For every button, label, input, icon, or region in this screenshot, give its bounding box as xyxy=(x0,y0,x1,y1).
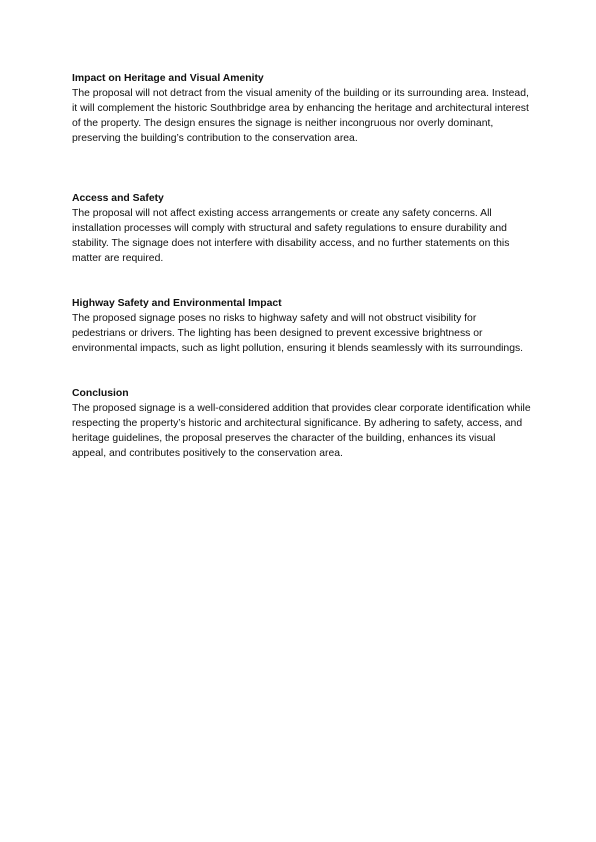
section-conclusion xyxy=(72,386,532,461)
section-heading: Access and Safety xyxy=(72,193,164,204)
section-highway-environmental xyxy=(72,296,532,356)
section-heading: Conclusion xyxy=(72,388,129,399)
section-heading: Impact on Heritage and Visual Amenity xyxy=(72,73,264,84)
section-paragraph: The proposed signage poses no risks to highway safety and will not obstruct visibility for pedestrians or drivers. The lighting has been designed to prevent excessive brightness or environmental impacts, such as light pollution, ensuring it blends seamlessly with its surroundings. xyxy=(72,313,524,354)
section-paragraph: The proposal will not detract from the visual amenity of the building or its surrounding area. Instead, it will complement the historic Southbridge area by enhancing the heritage and architectural interest of the property. The design ensures the signage is neither incongruous nor overly dominant, preserving the building’s contribution to the conservation area. xyxy=(72,88,529,144)
section-paragraph: The proposed signage is a well-considered addition that provides clear corporate identification while respecting the property’s historic and architectural significance. By adhering to safety, access, and heritage guidelines, the proposal preserves the character of the building, enhances its visual appeal, and contributes positively to the conservation area. xyxy=(72,403,531,459)
section-heritage-visual-amenity xyxy=(72,71,532,146)
section-paragraph: The proposal will not affect existing access arrangements or create any safety concerns. All installation processes will comply with structural and safety regulations to ensure durability and stability. The signage does not interfere with disability access, and no further statements on this matter are required. xyxy=(72,208,510,264)
document-body xyxy=(72,71,532,461)
section-access-safety xyxy=(72,191,532,266)
section-heading: Highway Safety and Environmental Impact xyxy=(72,298,282,309)
